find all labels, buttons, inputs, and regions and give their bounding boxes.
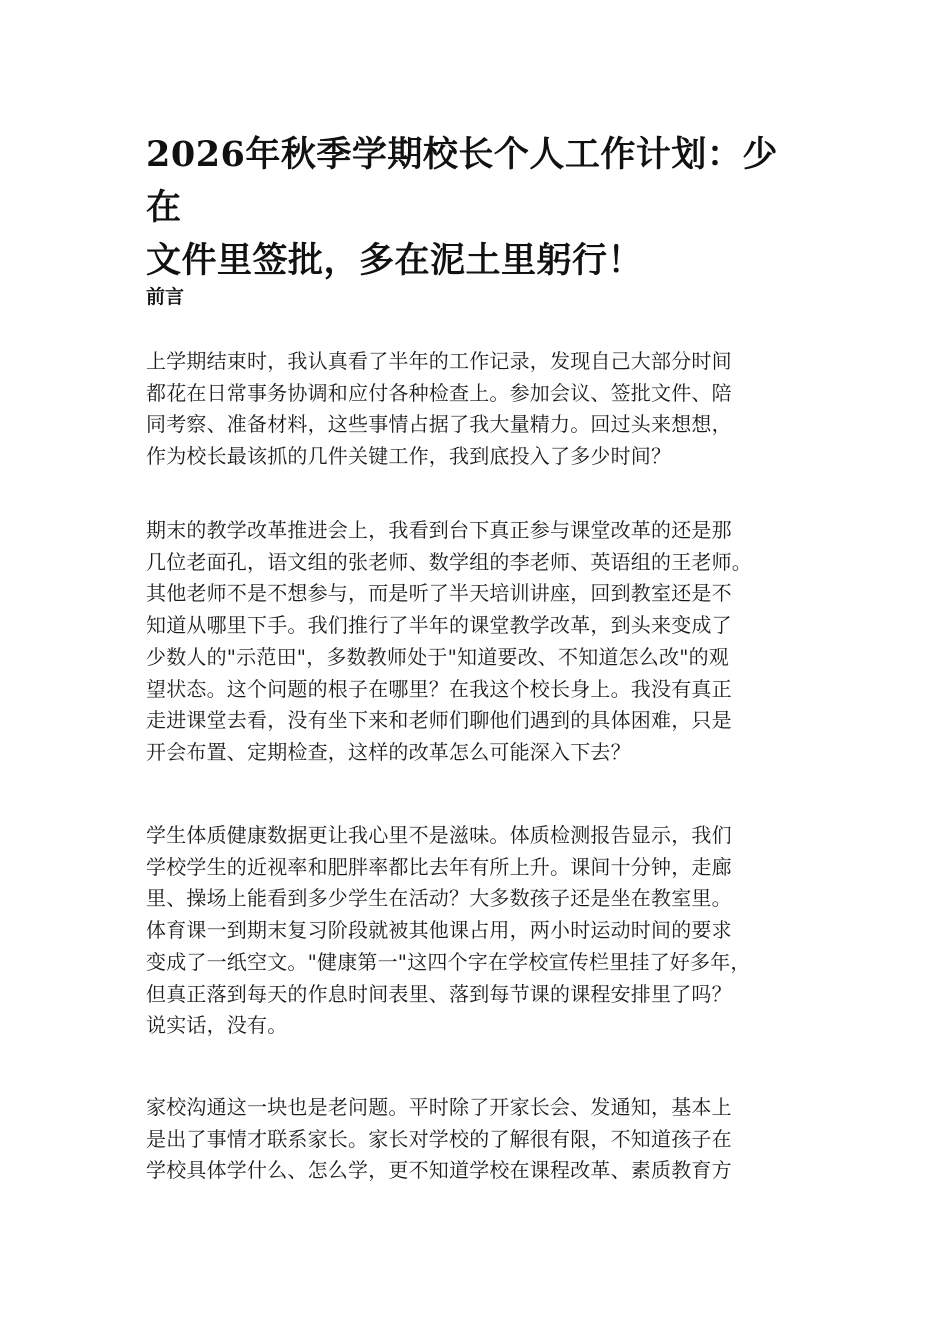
paragraph-line: 望状态。这个问题的根子在哪里？在我这个校长身上。我没有真正: [146, 676, 732, 701]
paragraph-line: 学校学生的近视率和肥胖率都比去年有所上升。课间十分钟，走廊: [146, 854, 732, 879]
title-line-2: 文件里签批，多在泥土里躬行！: [146, 240, 644, 281]
document-title: [146, 128, 806, 287]
paragraph-line: 家校沟通这一块也是老问题。平时除了开家长会、发通知，基本上: [146, 1095, 732, 1119]
paragraph-line: 但真正落到每天的作息时间表里、落到每节课的课程安排里了吗？: [146, 981, 732, 1006]
paragraph-4: [146, 1092, 806, 1187]
paragraph-line: 上学期结束时，我认真看了半年的工作记录，发现自己大部分时间: [146, 349, 732, 373]
paragraph-line: 体育课一到期末复习阶段就被其他课占用，两小时运动时间的要求: [146, 918, 732, 943]
paragraph-line: 期末的教学改革推进会上，我看到台下真正参与课堂改革的还是那: [146, 518, 732, 542]
paragraph-line: 走进课堂去看，没有坐下来和老师们聊他们遇到的具体困难，只是: [146, 708, 732, 733]
title-line-1: 2026年秋季学期校长个人工作计划：少在: [146, 134, 778, 228]
paragraph-line: 说实话，没有。: [146, 1013, 288, 1038]
paragraph-line: 里、操场上能看到多少学生在活动？大多数孩子还是坐在教室里。: [146, 886, 732, 911]
paragraph-1: [146, 346, 806, 473]
paragraph-line: 知道从哪里下手。我们推行了半年的课堂教学改革，到头来变成了: [146, 613, 732, 638]
paragraph-line: 少数人的"示范田"，多数教师处于"知道要改、不知道怎么改"的观: [146, 644, 729, 669]
paragraph-line: 开会布置、定期检查，这样的改革怎么可能深入下去？: [146, 739, 631, 764]
section-heading-preface: 前言: [146, 286, 185, 308]
paragraph-line: 几位老面孔，语文组的张老师、数学组的李老师、英语组的王老师。: [146, 549, 752, 574]
paragraph-line: 学生体质健康数据更让我心里不是滋味。体质检测报告显示，我们: [146, 823, 732, 847]
paragraph-line: 其他老师不是不想参与，而是听了半天培训讲座，回到教室还是不: [146, 581, 732, 606]
paragraph-3: [146, 820, 806, 1042]
paragraph-line: 变成了一纸空文。"健康第一"这四个字在学校宣传栏里挂了好多年，: [146, 949, 751, 974]
paragraph-line: 是出了事情才联系家长。家长对学校的了解很有限，不知道孩子在: [146, 1126, 732, 1151]
paragraph-line: 都花在日常事务协调和应付各种检查上。参加会议、签批文件、陪: [146, 380, 732, 405]
paragraph-line: 作为校长最该抓的几件关键工作，我到底投入了多少时间？: [146, 444, 672, 469]
paragraph-line: 同考察、准备材料，这些事情占据了我大量精力。回过头来想想，: [146, 412, 732, 437]
paragraph-line: 学校具体学什么、怎么学，更不知道学校在课程改革、素质教育方: [146, 1158, 732, 1183]
paragraph-2: [146, 515, 806, 769]
